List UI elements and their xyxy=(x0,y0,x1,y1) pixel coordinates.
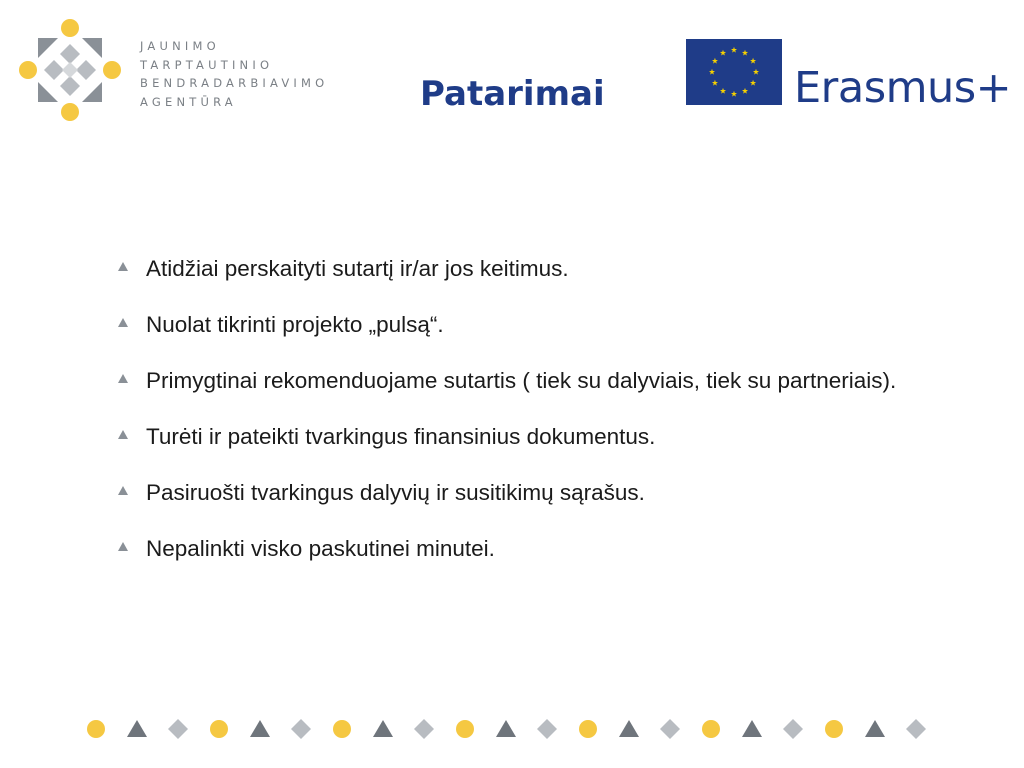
triangle-icon xyxy=(865,720,885,737)
erasmus-wordmark: Erasmus+ xyxy=(794,63,1012,113)
diamond-icon xyxy=(660,719,680,739)
agency-name xyxy=(140,37,328,111)
list-item xyxy=(117,472,963,514)
list-item xyxy=(117,416,963,458)
triangle-bullet-icon xyxy=(117,373,129,385)
triangle-icon xyxy=(742,720,762,737)
circle-icon xyxy=(210,720,228,738)
list-item-text: Atidžiai perskaityti sutartį ir/ar jos keitimus. xyxy=(146,256,569,281)
circle-icon xyxy=(702,720,720,738)
triangle-icon xyxy=(496,720,516,737)
list-item xyxy=(117,248,963,290)
diamond-icon xyxy=(906,719,926,739)
diamond-icon xyxy=(537,719,557,739)
triangle-bullet-icon xyxy=(117,317,129,329)
circle-icon xyxy=(579,720,597,738)
slide-title: Patarimai xyxy=(420,74,605,114)
triangle-bullet-icon xyxy=(117,429,129,441)
list-item-text: Turėti ir pateikti tvarkingus finansinius dokumentus. xyxy=(146,424,656,449)
eu-flag-icon xyxy=(686,39,782,105)
triangle-icon xyxy=(250,720,270,737)
triangle-icon xyxy=(619,720,639,737)
agency-name-line: AGENTŪRA xyxy=(140,94,237,109)
circle-icon xyxy=(825,720,843,738)
footer-pattern xyxy=(84,716,940,742)
agency-name-line: JAUNIMO xyxy=(140,39,220,53)
agency-name-line: BENDRADARBIAVIMO xyxy=(140,76,329,90)
agency-logo xyxy=(18,18,122,122)
circle-icon xyxy=(333,720,351,738)
list-item-text: Nuolat tikrinti projekto „pulsą“. xyxy=(146,312,444,337)
circle-icon xyxy=(87,720,105,738)
diamond-icon xyxy=(783,719,803,739)
diamond-icon xyxy=(291,719,311,739)
list-item-text: Nepalinkti visko paskutinei minutei. xyxy=(146,536,495,561)
triangle-bullet-icon xyxy=(117,485,129,497)
triangle-bullet-icon xyxy=(117,541,129,553)
triangle-bullet-icon xyxy=(117,261,129,273)
agency-name-line: TARPTAUTINIO xyxy=(140,57,274,72)
list-item xyxy=(117,528,963,570)
circle-icon xyxy=(456,720,474,738)
list-item-text: Primygtinai rekomenduojame sutartis ( tiek su dalyviais, tiek su partneriais). xyxy=(146,368,897,393)
list-item-text: Pasiruošti tvarkingus dalyvių ir susitikimų sąrašus. xyxy=(146,480,645,505)
diamond-icon xyxy=(414,719,434,739)
diamond-icon xyxy=(168,719,188,739)
triangle-icon xyxy=(373,720,393,737)
list-item xyxy=(117,304,963,346)
tips-list xyxy=(117,248,963,584)
list-item xyxy=(117,360,963,402)
triangle-icon xyxy=(127,720,147,737)
